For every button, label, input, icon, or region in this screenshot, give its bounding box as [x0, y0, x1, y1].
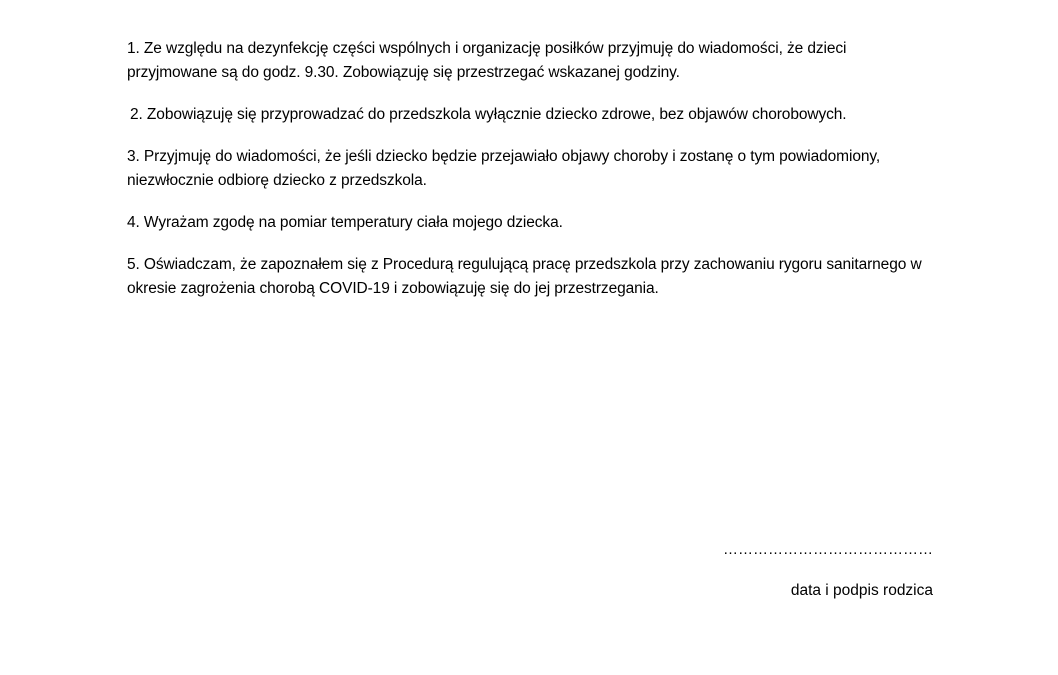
- statement-1: 1. Ze względu na dezynfekcję części wspólnych i organizację posiłków przyjmuję do wiadomości, że dzieci przyjmowane są do godz. 9.30. Zobowiązuję się przestrzegać wskazanej godziny.: [127, 40, 847, 81]
- statement-2: 2. Zobowiązuję się przyprowadzać do przedszkola wyłącznie dziecko zdrowe, bez objawów chorobowych.: [130, 106, 847, 123]
- statement-3: 3. Przyjmuję do wiadomości, że jeśli dziecko będzie przejawiało objawy choroby i zostanę o tym powiadomiony, niezwłocznie odbiorę dziecko z przedszkola.: [127, 148, 881, 189]
- signature-block: [723, 540, 933, 602]
- signature-label: data i podpis rodzica: [790, 582, 933, 599]
- statement-4: 4. Wyrażam zgodę na pomiar temperatury ciała mojego dziecka.: [127, 214, 563, 231]
- statements-list: [127, 37, 927, 319]
- signature-line: ……………………………………: [723, 541, 933, 558]
- statement-5: 5. Oświadczam, że zapoznałem się z Procedurą regulującą pracę przedszkola przy zachowaniu rygoru sanitarnego w okresie zagrożenia chorobą COVID-19 i zobowiązuję się do jej przestrzegania.: [127, 256, 922, 297]
